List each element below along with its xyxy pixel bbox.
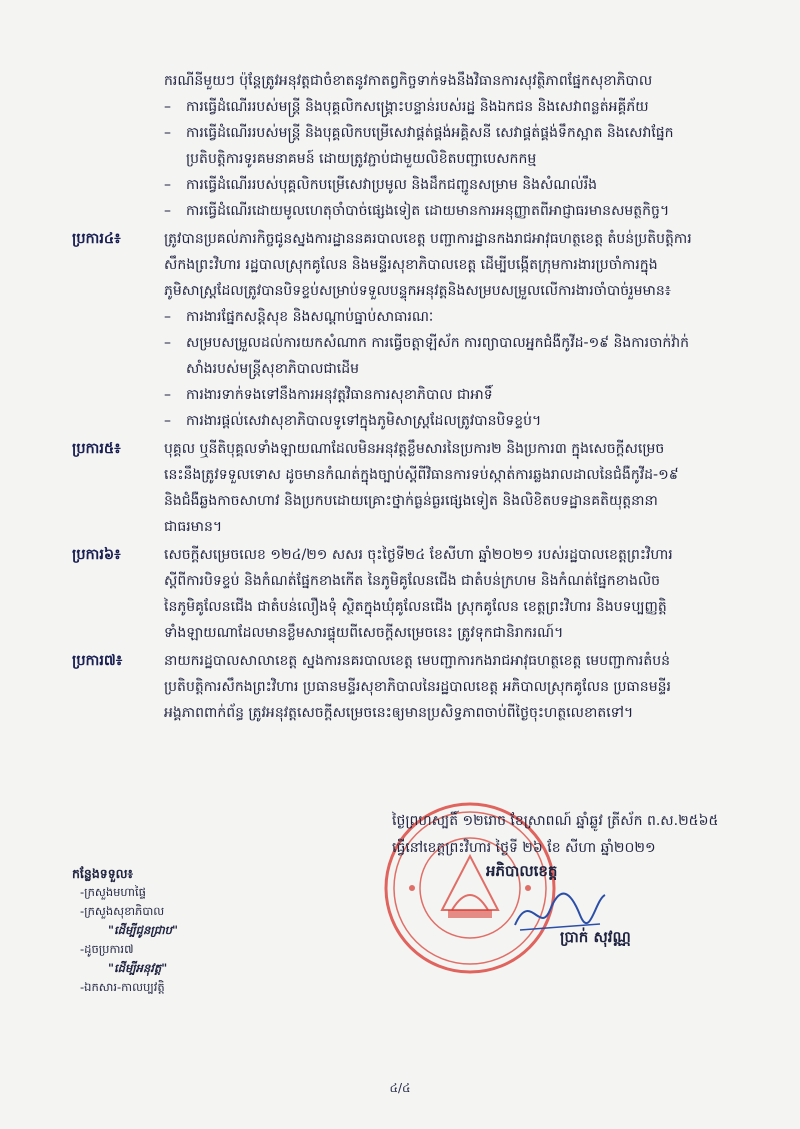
article-6 (72, 542, 760, 646)
article-6-body (164, 542, 760, 646)
recipient-item: -ក្រសួងមហាផ្ទៃ (80, 885, 146, 899)
article-4-body (164, 226, 760, 304)
article-text-line: អង្គភាពពាក់ព័ន្ធ ត្រូវអនុវត្តសេចក្តីសម្រេចនេះឲ្យមានប្រសិទ្ធភាពចាប់ពីថ្ងៃចុះហត្ថលេខាតទៅ។ (164, 705, 634, 721)
continuation-text (72, 68, 760, 94)
recipients-block (72, 864, 272, 997)
bullet-item (72, 120, 760, 146)
article-text-line: នៃភូមិគូលែនជើង ជាតំបន់លឿងទុំ ស្ថិតក្នុងឃុំគូលែនជើង ស្រុកគូលែន ខេត្តព្រះវិហារ និងបទប្បញ្ញត្តិ (164, 599, 667, 615)
article-text-line: សឹកងព្រះវិហារ រដ្ឋបាលស្រុកគូលែន និងមន្ទីរសុខាភិបាលខេត្ត ដើម្បីបង្កើតក្រុមការងារប្រចាំការក្នុង (164, 257, 658, 273)
dash-marker: – (164, 125, 171, 141)
article-text-line: ភូមិសាស្ត្រដែលត្រូវបានបិទខ្ទប់សម្រាប់ទទួលបន្ទុកអនុវត្តនិងសម្របសម្រួលលើការងារចាំបាច់រួមមាន៖ (164, 283, 671, 299)
article-text-line: នាយករដ្ឋបាលសាលាខេត្ត ស្នងការនគរបាលខេត្ត មេបញ្ជាការកងរាជអាវុធហត្ថខេត្ត មេបញ្ជាការតំបន់ (164, 653, 671, 669)
article-text-line: សេចក្តីសម្រេចលេខ ១២៤/២១ សសរ ចុះថ្ងៃទី២៤ ខែសីហា ឆ្នាំ២០២១ របស់រដ្ឋបាលខេត្តព្រះវិហារ (164, 547, 673, 563)
bullet-item (72, 172, 760, 198)
article-text-line: នេះនឹងត្រូវទទួលទោស ដូចមានកំណត់ក្នុងច្បាប់ស្តីពីវិធានការទប់ស្កាត់ការឆ្លងរាលដាលនៃជំងឺកូវីដ-១៩ (164, 467, 679, 483)
recipient-item: -ក្រសួងសុខាភិបាល (80, 904, 165, 918)
bullet-text-continued: សាំងរបស់មន្ត្រីសុខាភិបាលជាដើម (186, 361, 360, 377)
dash-marker: – (164, 177, 171, 193)
recipient-note: "ដើម្បីអនុវត្ត" (108, 961, 168, 975)
bullet-item (72, 94, 760, 120)
bullet-item (72, 382, 760, 408)
lunar-date: ថ្ងៃព្រហស្បតិ៍ ១២រោច ខែស្រាពណ៍ ឆ្នាំឆ្លូវ ត្រីស័ក ព.ស.២៥៦៥ (392, 813, 719, 829)
dash-marker: – (164, 413, 171, 429)
dash-marker: – (164, 309, 171, 325)
article-text-line: ទាំងឡាយណាដែលមានខ្លឹមសារផ្ទុយពីសេចក្តីសម្រេចនេះ ត្រូវទុកជានិរាករណ៍។ (164, 625, 564, 641)
bullet-text: ការធ្វើដំណើររបស់មន្ត្រី និងបុគ្គលិកបម្រើសេវាផ្គត់ផ្គង់អគ្គិសនី សេវាផ្គត់ផ្គង់ទឹកស្អាត និងសេវាផ្នែក (186, 125, 674, 141)
dash-marker: – (164, 99, 171, 115)
article-4-heading: ប្រការ៤៖ (72, 231, 121, 247)
bullet-text-continued: ប្រតិបត្តិការទូរគមនាគមន៍ ដោយត្រូវភ្ជាប់ជាមួយលិខិតបញ្ជាបេសកកម្ម (186, 151, 537, 167)
signatory-name: ប្រាក់ សុវណ្ណ (560, 928, 631, 946)
dash-marker: – (164, 203, 171, 219)
recipients-title: កន្លែងទទួល៖ (72, 866, 134, 881)
bullet-text: ការធ្វើដំណើររបស់បុគ្គលិកបម្រើសេវាប្រមូល និងដឹកជញ្ជូនសម្រាម និងសំណល់រឹង (186, 177, 598, 193)
bullet-item (72, 198, 760, 224)
article-text-line: បុគ្គល ឬនីតិបុគ្គលទាំងឡាយណាដែលមិនអនុវត្តខ្លឹមសារនៃប្រការ២ និងប្រការ៣ ក្នុងសេចក្តីសម្រេច (164, 441, 665, 457)
signature-dates (392, 808, 772, 862)
article-text-line: និងជំងឺឆ្លងកាចសាហាវ និងប្រកបដោយគ្រោះថ្នាក់ធ្ងន់ធ្ងរផ្សេងទៀត និងលិខិតបទដ្ឋានគតិយុត្តនានា (164, 493, 658, 509)
recipients-list (72, 883, 272, 997)
article-7-body (164, 648, 760, 726)
dash-marker: – (164, 335, 171, 351)
bullet-text: ការធ្វើដំណើររបស់មន្ត្រី និងបុគ្គលិកសង្គ្រោះបន្ទាន់របស់រដ្ឋ និងឯកជន និងសេវាពន្លត់អគ្គីភ័យ (186, 99, 649, 115)
document-body (72, 68, 760, 726)
article-7 (72, 648, 760, 726)
article-text-line: ស្តីពីការបិទខ្ទប់ និងកំណត់ផ្នែកខាងកើត នៃភូមិគូលែនជើង ជាតំបន់ក្រហម និងកំណត់ផ្នែកខាងលិច (164, 573, 661, 589)
top-bullet-list (72, 94, 760, 224)
article-text-line: ប្រតិបត្តិការសឹកងព្រះវិហារ ប្រធានមន្ទីរសុខាភិបាលនៃរដ្ឋបាលខេត្ត អភិបាលស្រុកគូលែន ប្រធានមន្ទីរ (164, 679, 671, 695)
bullet-item (72, 330, 760, 356)
place-date: ធ្វើនៅខេត្តព្រះវិហារ ថ្ងៃទី ២៦ ខែ សីហា ឆ្នាំ២០២១ (392, 840, 656, 856)
text-line: ករណីនីមួយៗ ប៉ុន្តែត្រូវអនុវត្តជាចំខាតនូវកាតព្វកិច្ចទាក់ទងនឹងវិធានការសុវត្ថិភាពផ្នែកសុខាភិបាល (164, 73, 653, 89)
article-7-heading: ប្រការ៧៖ (72, 653, 123, 669)
article-4-bullet-list (72, 304, 760, 434)
article-5-body (164, 436, 760, 540)
bullet-text: ការងារផ្តល់សេវាសុខាភិបាលទូទៅក្នុងភូមិសាស្ត្រដែលត្រូវបានបិទខ្ទប់។ (186, 413, 542, 429)
recipient-item: -ឯកសារ-កាលប្បវត្តិ (80, 980, 165, 994)
dash-marker: – (164, 387, 171, 403)
article-5 (72, 436, 760, 540)
bullet-item (72, 408, 760, 434)
article-6-heading: ប្រការ៦៖ (72, 547, 121, 563)
article-text-line: ត្រូវបានប្រគល់ភារកិច្ចជូនស្នងការដ្ឋាននគរបាលខេត្ត បញ្ជាការដ្ឋានកងរាជអាវុធហត្ថខេត្ត តំបន់ប្រតិបត្តិការ (164, 231, 692, 247)
article-5-heading: ប្រការ៥៖ (72, 441, 121, 457)
recipient-item: -ដូចប្រការ៧ (80, 942, 134, 956)
article-4 (72, 226, 760, 304)
bullet-text: ការងារផ្នែកសន្តិសុខ និងសណ្តាប់ធ្នាប់សាធារណៈ (186, 309, 434, 325)
bullet-item (72, 304, 760, 330)
bullet-text: ការងារទាក់ទងទៅនឹងការអនុវត្តវិធានការសុខាភិបាល ជាអាទិ៍ (186, 387, 493, 403)
page-number: ៤/៤ (389, 1081, 411, 1095)
bullet-text: សម្របសម្រួលដល់ការយកសំណាក ការធ្វើចត្តាឡីស័ក ការព្យាបាលអ្នកជំងឺកូវីដ-១៩ និងការចាក់វ៉ាក់ (186, 335, 690, 351)
bullet-text: ការធ្វើដំណើរដោយមូលហេតុចាំបាច់ផ្សេងទៀត ដោយមានការអនុញ្ញាតពីអាជ្ញាធរមានសមត្ថកិច្ច។ (186, 203, 670, 219)
article-text-line: ជាធរមាន។ (164, 519, 223, 535)
recipient-note: "ដើម្បីជូនជ្រាប" (108, 923, 178, 937)
signatory-title: អភិបាលខេត្ត (486, 862, 558, 880)
